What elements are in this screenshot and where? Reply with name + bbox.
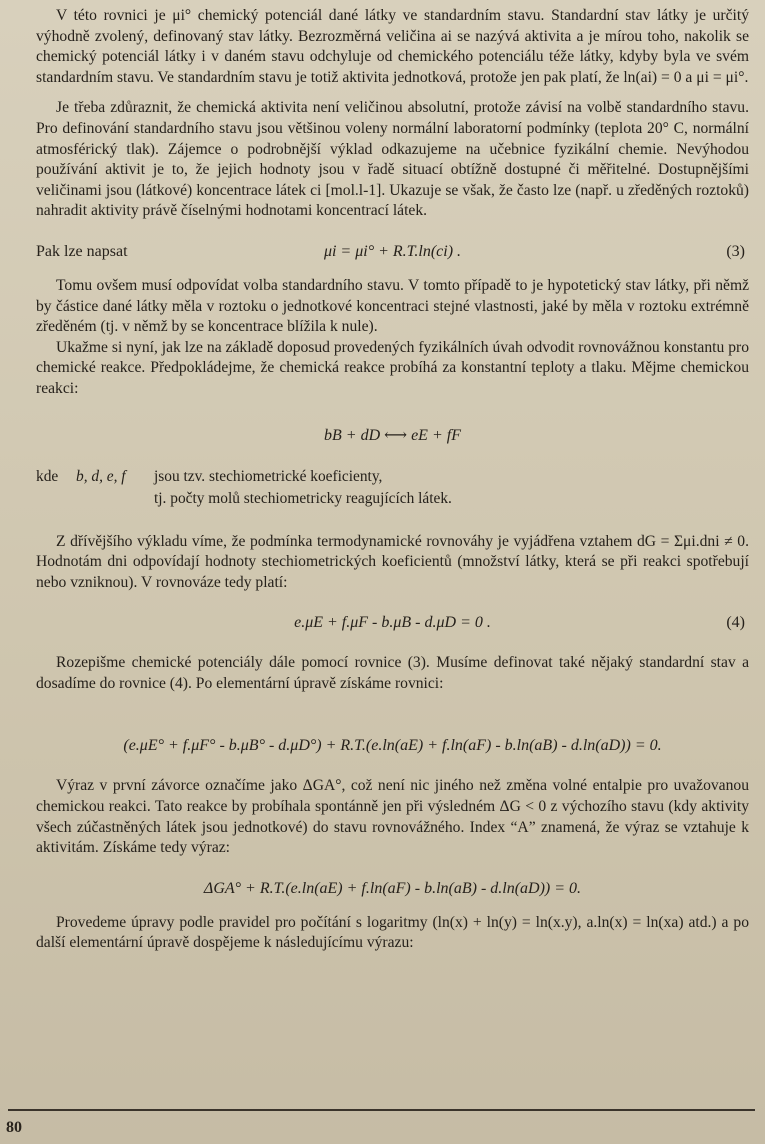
- kde-line-2: tj. počty molů stechiometricky reagujících látek.: [154, 489, 452, 507]
- equation-4-formula: e.μE + f.μF - b.μB - d.μD = 0 .: [294, 614, 491, 632]
- equation-6: [36, 875, 749, 903]
- equation-5: [36, 732, 749, 760]
- footer-rule: [8, 1109, 755, 1111]
- page-number: 80: [6, 1119, 22, 1136]
- equation-3-number: (3): [726, 242, 745, 260]
- reaction-equation: [36, 422, 749, 450]
- paragraph-1: V této rovnici je μi° chemický potenciál dané látky ve standardním stavu. Standardní stav látky je určitý výhodně zvolený, definovaný stav látky. Bezrozměrná veličina ai se nazývá aktivita a je mírou toho, nakolik se chemický potenciál látky i v daném stavu odchyluje od chemického potenciálu téže látky, kdyby byla ve svém standardním stavu. Ve standardním stavu je totiž aktivita jednotková, protože jen pak platí, že ln(ai) = 0 a μi = μi°.: [36, 7, 749, 86]
- paragraph-8: Provedeme úpravy podle pravidel pro počítání s logaritmy (ln(x) + ln(y) = ln(x.y), a.ln(x) = ln(xa) atd.) a po další elementární úpravě dospějeme k následujícímu výrazu:: [36, 913, 749, 952]
- equation-4-number: (4): [726, 614, 745, 632]
- paragraph-7: Výraz v první závorce označíme jako ΔGA°, což není nic jiného než změna volné entalpie pro uvažovanou chemickou reakci. Tato reakce by probíhala spontánně jen při výsledném ΔG < 0 z výchozího stavu (kdy aktivity všech zúčastněných látek jsou jednotkové) do stavu rovnovážného. Index “A” znamená, že výraz se vztahuje k aktivitám. Získáme tedy výraz:: [36, 777, 749, 857]
- equation-3-label: Pak lze napsat: [36, 242, 128, 260]
- equation-3-formula: μi = μi° + R.T.ln(ci) .: [323, 242, 462, 260]
- reaction-formula: bB + dD ⟷ eE + fF: [324, 426, 461, 444]
- paragraph-3: Tomu ovšem musí odpovídat volba standardního stavu. V tomto případě to je hypotetický stav látky, při němž by částice dané látky měla v roztoku o jednotkové koncentraci stejné vlastnosti, jaké by měla v roztoku extrémně zředěném (tj. v němž by se koncentrace blížila k nule).: [36, 276, 749, 336]
- paragraph-6: Rozepišme chemické potenciály dále pomocí rovnice (3). Musíme definovat také nějaký standardní stav a dosadíme do rovnice (4). Po elementární úpravě získáme rovnici:: [36, 654, 749, 692]
- equation-5-formula: (e.μE° + f.μF° - b.μB° - d.μD°) + R.T.(e.ln(aE) + f.ln(aF) - b.ln(aB) - d.ln(aD)) = 0.: [123, 737, 662, 755]
- equation-6-formula: ΔGA° + R.T.(e.ln(aE) + f.ln(aF) - b.ln(aB) - d.ln(aD)) = 0.: [203, 879, 582, 897]
- paragraph-4: Ukažme si nyní, jak lze na základě doposud provedených fyzikálních úvah odvodit rovnovážnou konstantu pro chemické reakce. Předpokládejme, že chemická reakce probíhá za konstantní teploty a tlaku. Mějme chemickou reakci:: [36, 338, 749, 397]
- equation-4: [36, 609, 749, 637]
- kde-definition: [36, 466, 749, 510]
- paragraph-5: Z dřívějšího výkladu víme, že podmínka termodynamické rovnováhy je vyjádřena vztahem dG = Σμi.dni ≠ 0. Hodnotám dni odpovídají hodnoty stechiometrických koeficientů (množství látky, která se při reakci spotřebují nebo vzniknou). V rovnováze tedy platí:: [36, 532, 749, 591]
- kde-word: kde: [36, 467, 59, 485]
- paragraph-2: Je třeba zdůraznit, že chemická aktivita není veličinou absolutní, protože závisí na volbě standardního stavu. Pro definování standardního stavu jsou většinou voleny normální laboratorní podmínky (teplota 20° C, normální atmosférický tlak). Zájemce o podrobnější výklad odkazujeme na učebnice fyzikální chemie. Nevýhodou používání aktivit je to, že jejich hodnoty jsou v řadě situací obtížně dostupné či měřitelné. Dostupnějšími veličinami jsou (látkové) koncentrace látek ci [mol.l-1]. Ukazuje se však, že často lze (např. u zředěných roztoků) nahradit aktivity právě číselnými hodnotami koncentrací látek.: [36, 99, 749, 220]
- kde-vars: b, d, e, f: [76, 467, 126, 485]
- equation-3: [36, 238, 749, 266]
- kde-line-1: jsou tzv. stechiometrické koeficienty,: [154, 467, 383, 485]
